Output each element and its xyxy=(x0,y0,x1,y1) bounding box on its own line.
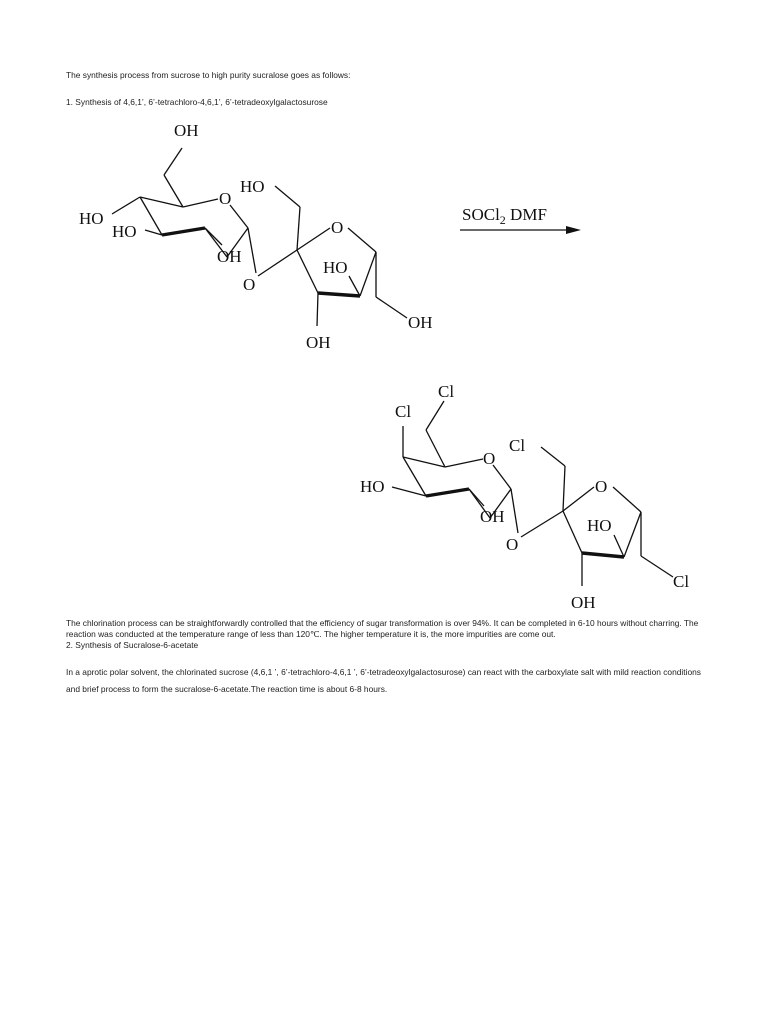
step1-heading: 1. Synthesis of 4,6,1’, 6’-tetrachloro-4,6,1’, 6’-tetradeoxylgalactosurose xyxy=(66,97,328,107)
ring-oxygen-label: O xyxy=(331,218,344,237)
oh-label: OH xyxy=(571,593,596,612)
sucrose-structure xyxy=(79,121,433,352)
final-paragraph: In a aprotic polar solvent, the chlorinated sucrose (4,6,1 ’, 6’-tetrachloro-4,6,1 ’, 6’-tetradeoxylgalactosurose) can react with the carboxylate salt with mild reaction conditions and brief process to form the sucralose-6-acetate.The reaction time is about 6-8 hours. xyxy=(66,667,701,694)
chlorination-paragraph: The chlorination process can be straightforwardly controlled that the efficiency of sugar transformation is over 94%. It can be completed in 6-10 hours without charring. The reaction was conducted at the temperature range of less than 120℃. The higher temperature it is, the more impurities are come out. xyxy=(66,618,699,639)
ho-label: HO xyxy=(360,477,385,496)
oh-label: OH xyxy=(174,121,199,140)
ring-oxygen-label: O xyxy=(219,189,232,208)
reaction-arrow-group xyxy=(460,205,581,234)
oh-label: OH xyxy=(306,333,331,352)
oh-label: OH xyxy=(480,507,505,526)
ho-label: HO xyxy=(79,209,104,228)
ho-label: HO xyxy=(240,177,265,196)
ho-label: HO xyxy=(112,222,137,241)
step2-heading: 2. Synthesis of Sucralose-6-acetate xyxy=(66,640,199,650)
ho-label: HO xyxy=(323,258,348,277)
arrow-head xyxy=(566,226,581,234)
bridge-oxygen-label: O xyxy=(506,535,519,554)
chlorine-label: Cl xyxy=(438,382,455,401)
chlorine-label: Cl xyxy=(673,572,690,591)
ring-oxygen-label: O xyxy=(483,449,496,468)
ring-oxygen-label: O xyxy=(595,477,608,496)
product-structure xyxy=(360,382,689,612)
intro-text: The synthesis process from sucrose to high purity sucralose goes as follows: xyxy=(66,70,351,80)
oh-label: OH xyxy=(217,247,242,266)
bridge-oxygen-label: O xyxy=(243,275,256,294)
chlorine-label: Cl xyxy=(509,436,526,455)
chlorine-label: Cl xyxy=(395,402,412,421)
reagent-label: SOCl$_2$ DMF xyxy=(462,205,547,227)
oh-label: OH xyxy=(408,313,433,332)
ho-label: HO xyxy=(587,516,612,535)
